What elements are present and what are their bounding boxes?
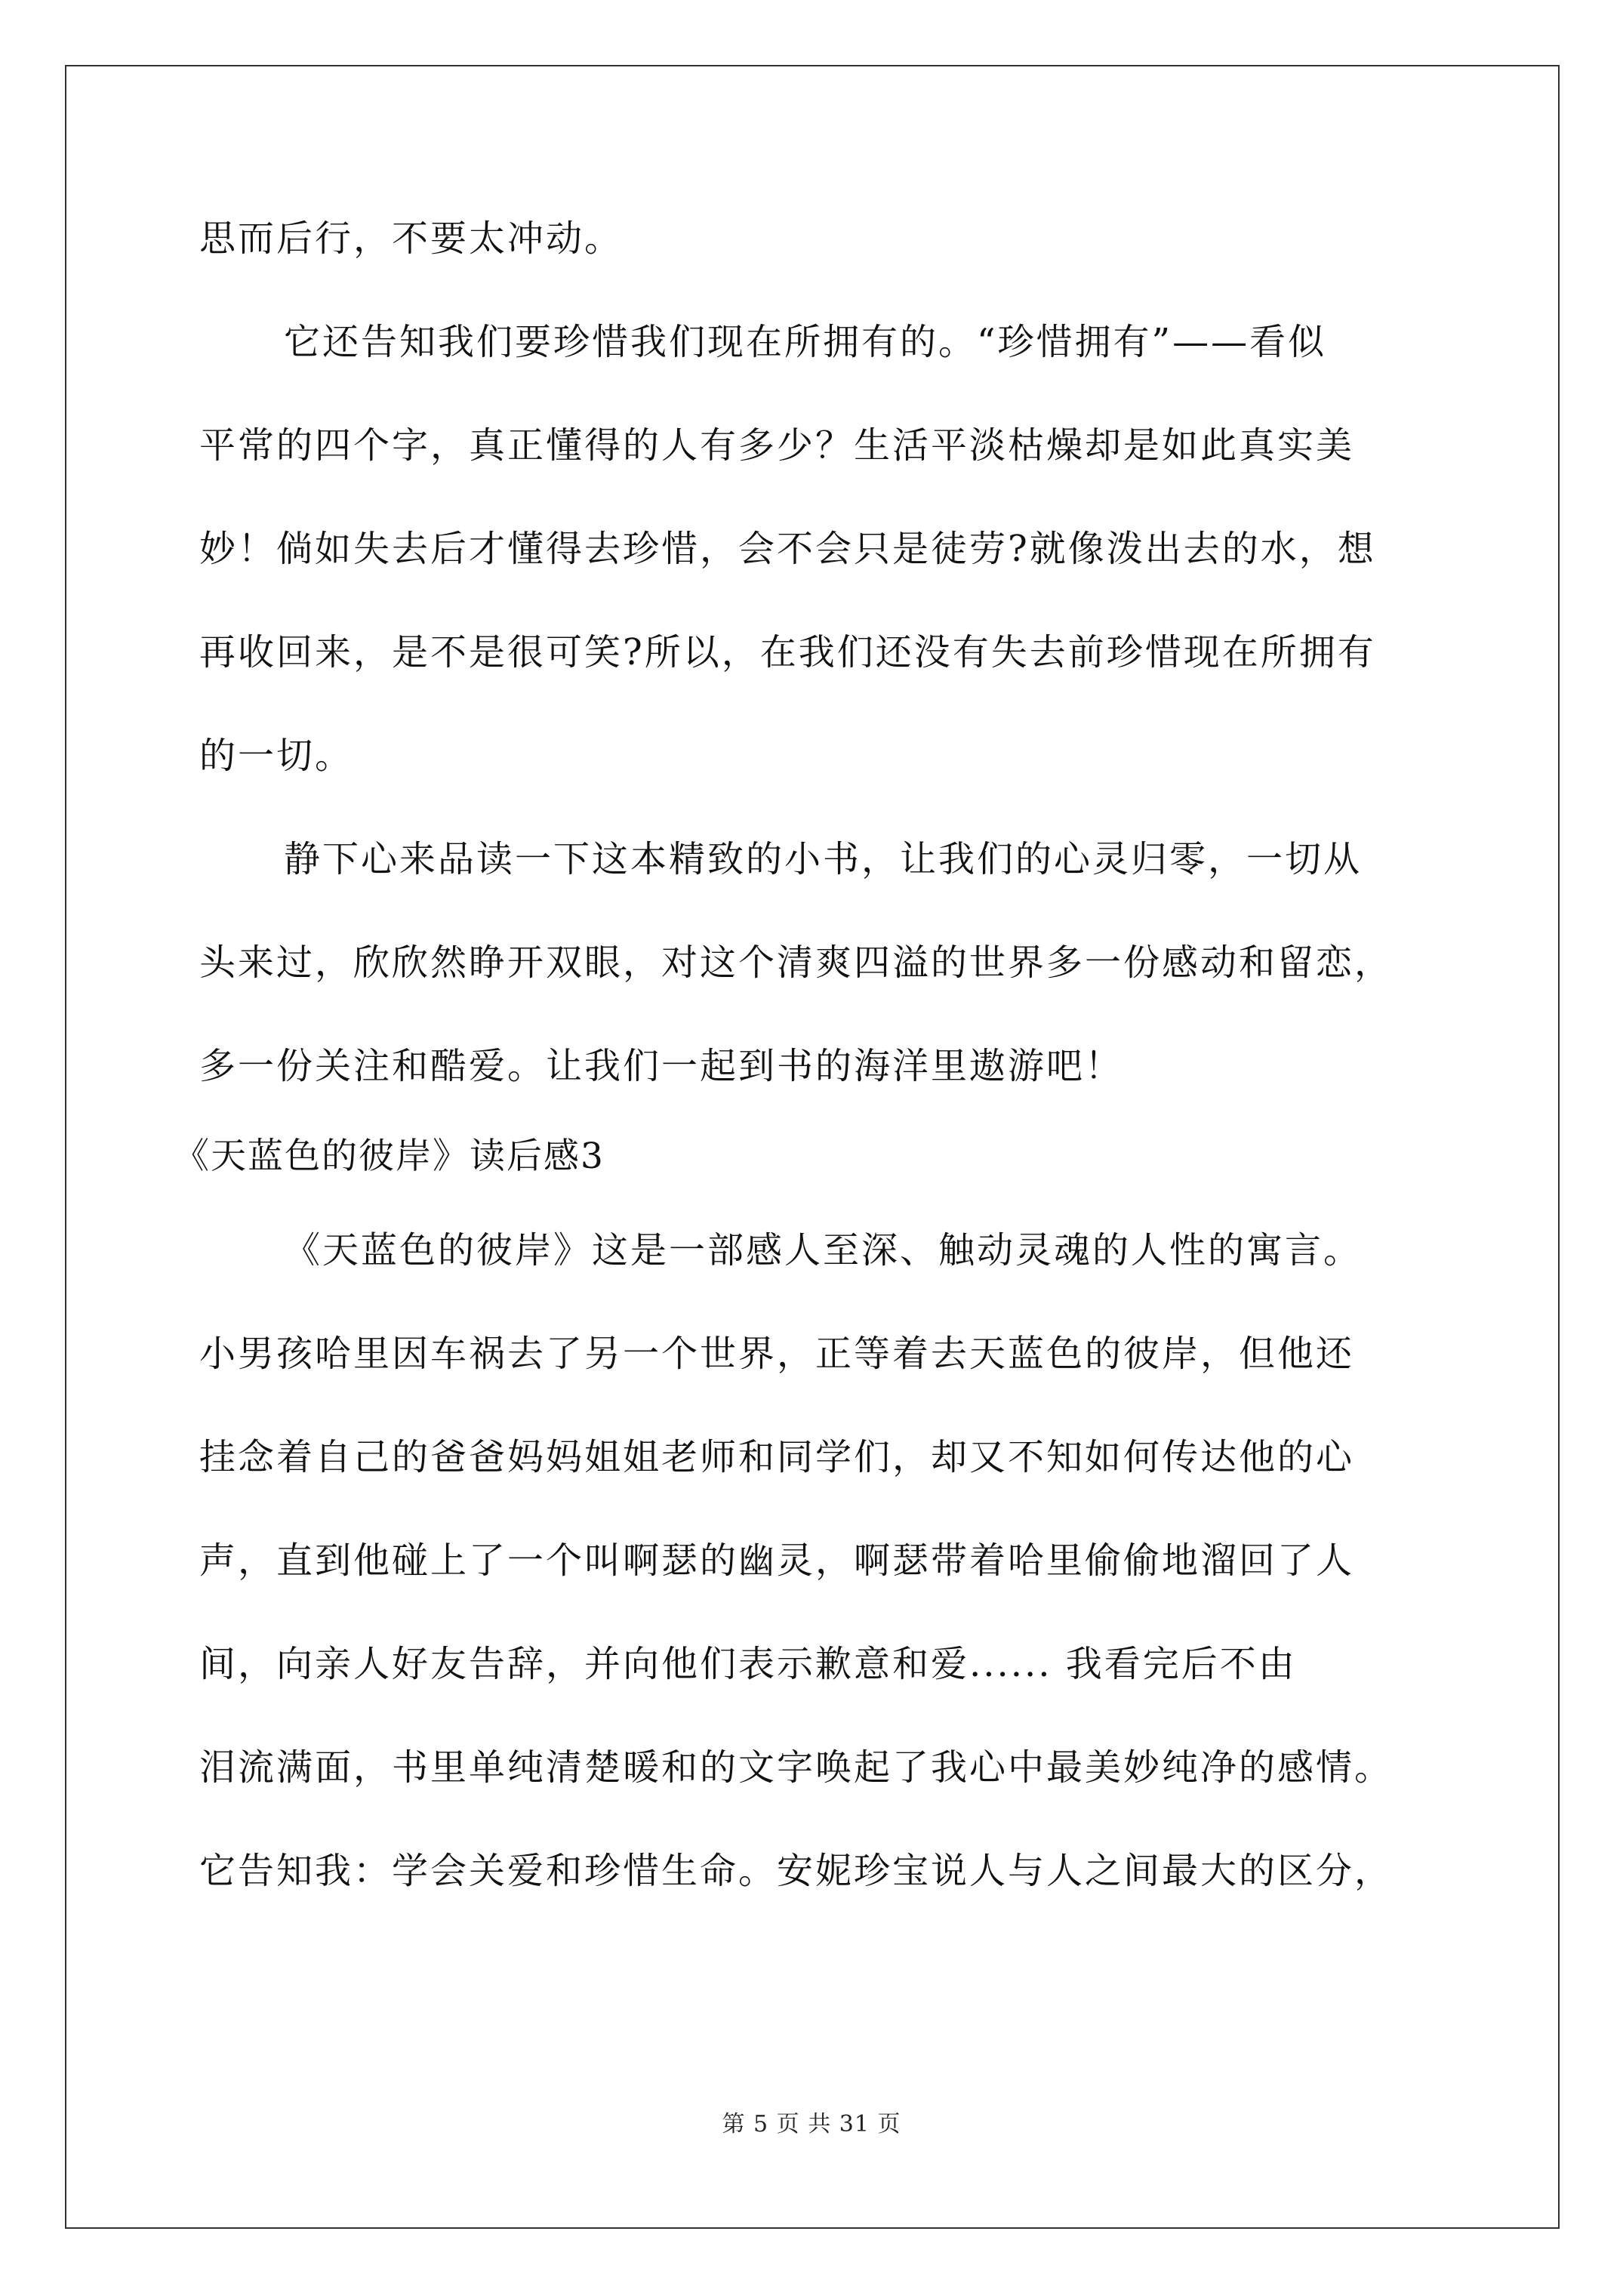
text-line-5: 再收回来，是不是很可笑?所以，在我们还没有失去前珍惜现在所拥有 bbox=[199, 631, 1376, 673]
text-line-4: 妙！倘如失去后才懂得去珍惜，会不会只是徒劳?就像泼出去的水，想 bbox=[199, 528, 1376, 570]
text-line-13: 挂念着自己的爸爸妈妈姐姐老师和同学们，却又不知如何传达他的心 bbox=[199, 1436, 1355, 1478]
page-footer: 第 5 页 共 31 页 bbox=[722, 2111, 901, 2137]
text-line-1: 思而后行，不要太冲动。 bbox=[199, 217, 624, 260]
text-line-8: 头来过，欣欣然睁开双眼，对这个清爽四溢的世界多一份感动和留恋， bbox=[199, 942, 1394, 984]
text-line-15: 间，向亲人好友告辞，并向他们表示歉意和爱...... 我看完后不由 bbox=[199, 1643, 1297, 1685]
text-line-3: 平常的四个字，真正懂得的人有多少？生活平淡枯燥却是如此真实美 bbox=[199, 424, 1355, 467]
text-line-14: 声，直到他碰上了一个叫啊瑟的幽灵，啊瑟带着哈里偷偷地溜回了人 bbox=[199, 1539, 1355, 1582]
text-line-16: 泪流满面，书里单纯清楚暖和的文字唤起了我心中最美妙纯净的感情。 bbox=[199, 1746, 1394, 1789]
text-line-11: 《天蓝色的彼岸》这是一部感人至深、触动灵魂的人性的寓言。 bbox=[284, 1229, 1363, 1271]
section-heading: 《天蓝色的彼岸》读后感3 bbox=[174, 1136, 605, 1177]
text-line-7: 静下心来品读一下这本精致的小书，让我们的心灵归零，一切从 bbox=[284, 838, 1363, 880]
text-line-17: 它告知我：学会关爱和珍惜生命。安妮珍宝说人与人之间最大的区分， bbox=[199, 1850, 1394, 1892]
text-line-12: 小男孩哈里因车祸去了另一个世界，正等着去天蓝色的彼岸，但他还 bbox=[199, 1333, 1355, 1375]
text-line-6: 的一切。 bbox=[199, 735, 354, 777]
text-line-9: 多一份关注和酷爱。让我们一起到书的海洋里遨游吧！ bbox=[199, 1045, 1124, 1087]
text-line-2: 它还告知我们要珍惜我们现在所拥有的。“珍惜拥有”——看似 bbox=[284, 321, 1327, 363]
